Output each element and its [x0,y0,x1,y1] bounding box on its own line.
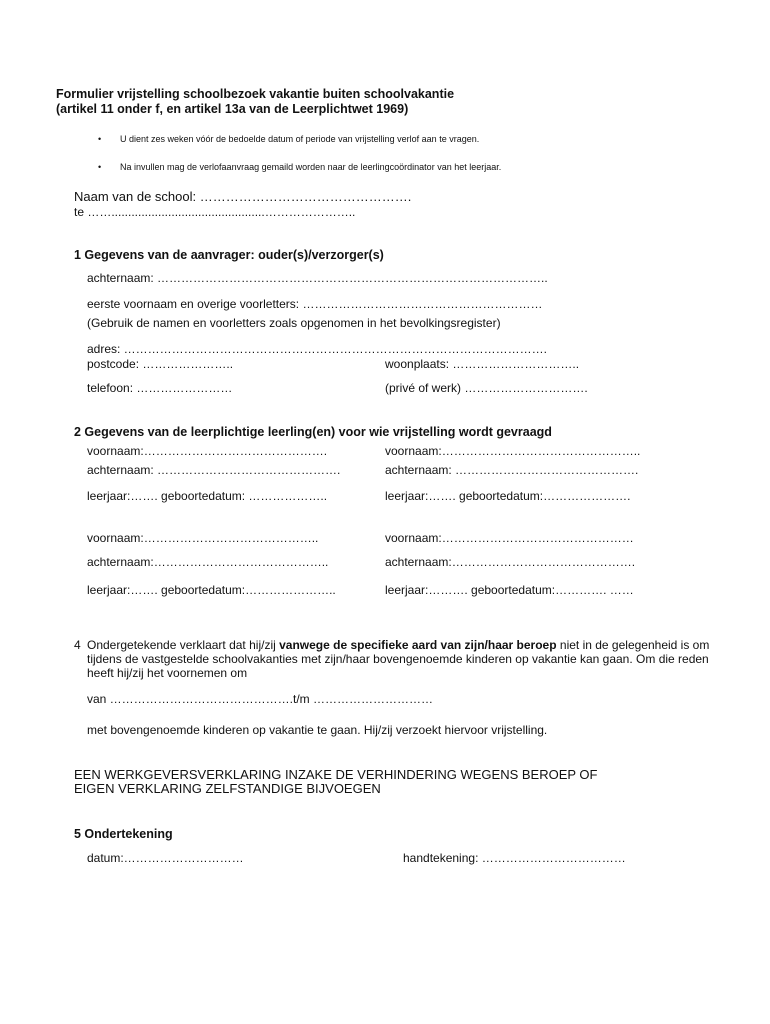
child-1-surname-field[interactable]: achternaam: ………………………………………. [87,463,341,477]
section-1-heading: 1 Gegevens van de aanvrager: ouder(s)/verzorger(s) [74,248,384,262]
child-4-grade-birthdate-field[interactable]: leerjaar:………. geboortedatum:…………. …… [385,583,634,597]
section-4-number: 4 [74,638,81,652]
applicant-postcode-field[interactable]: postcode: ………………….. [87,357,234,371]
applicant-address-field[interactable]: adres: ……………………………………………………………………………………………. [87,342,548,356]
period-field[interactable]: van ……………………………………….t/m ………………………… [87,692,434,706]
employer-statement-line-2: EIGEN VERKLARING ZELFSTANDIGE BIJVOEGEN [74,781,381,796]
child-1-firstname-field[interactable]: voornaam:………………………………………. [87,444,328,458]
signature-field[interactable]: handtekening: ……………………………… [403,851,626,865]
applicant-name-note: (Gebruik de namen en voorletters zoals opgenomen in het bevolkingsregister) [87,316,501,330]
section-5-heading: 5 Ondertekening [74,827,173,841]
exemption-request-text: met bovengenoemde kinderen op vakantie te gaan. Hij/zij verzoekt hiervoor vrijstelling. [87,723,548,737]
child-1-grade-birthdate-field[interactable]: leerjaar:……. geboortedatum: ……………….. [87,489,328,503]
child-2-firstname-field[interactable]: voornaam:………………………………………….. [385,444,641,458]
applicant-firstname-field[interactable]: eerste voornaam en overige voorletters: …………………………………………………… [87,297,543,311]
bullet-icon: • [98,162,102,172]
child-2-surname-field[interactable]: achternaam: ………………………………………. [385,463,639,477]
instruction-bullet-2: Na invullen mag de verlofaanvraag gemaild worden naar de leerlingcoördinator van het leerjaar. [120,162,502,172]
applicant-surname-field[interactable]: achternaam: …………………………………………………………………………………….. [87,271,548,285]
section-4-declaration [87,638,737,680]
form-subtitle: (artikel 11 onder f, en artikel 13a van de Leerplichtwet 1969) [56,102,409,116]
declaration-text-end: niet in de gelegenheid is om tijdens de vastgestelde schoolvakanties met zijn/haar bovengenoemde kinderen op vakantie kan gaan. Om die reden heeft hij/zij het voornemen om [87,638,710,680]
date-field[interactable]: datum:………………………… [87,851,244,865]
instruction-bullet-1: U dient zes weken vóór de bedoelde datum of periode van vrijstelling verlof aan te vragen. [120,134,480,144]
form-title: Formulier vrijstelling schoolbezoek vakantie buiten schoolvakantie [56,87,455,101]
employer-statement-line-1: EEN WERKGEVERSVERKLARING INZAKE DE VERHINDERING WEGENS BEROEP OF [74,767,598,782]
applicant-city-field[interactable]: woonplaats: ………………………….. [385,357,580,371]
school-place-field[interactable]: te ……..............................................………………….. [74,205,356,219]
child-4-firstname-field[interactable]: voornaam:………………………………………… [385,531,634,545]
child-3-surname-field[interactable]: achternaam:…………………………………….. [87,555,329,569]
child-2-grade-birthdate-field[interactable]: leerjaar:……. geboortedatum:…………………. [385,489,631,503]
applicant-phone-type-field[interactable]: (privé of werk) …………………………. [385,381,588,395]
declaration-text-bold: vanwege de specifieke aard van zijn/haar beroep [279,638,557,652]
school-name-field[interactable]: Naam van de school: …………………………………………. [74,189,412,204]
child-4-surname-field[interactable]: achternaam:………………………………………. [385,555,636,569]
declaration-text-start: Ondergetekende verklaart dat hij/zij [87,638,280,652]
section-2-heading: 2 Gegevens van de leerplichtige leerling(en) voor wie vrijstelling wordt gevraagd [74,425,552,439]
child-3-firstname-field[interactable]: voornaam:…………………………………….. [87,531,319,545]
child-3-grade-birthdate-field[interactable]: leerjaar:……. geboortedatum:………………….. [87,583,336,597]
bullet-icon: • [98,134,102,144]
applicant-phone-field[interactable]: telefoon: …………………… [87,381,233,395]
